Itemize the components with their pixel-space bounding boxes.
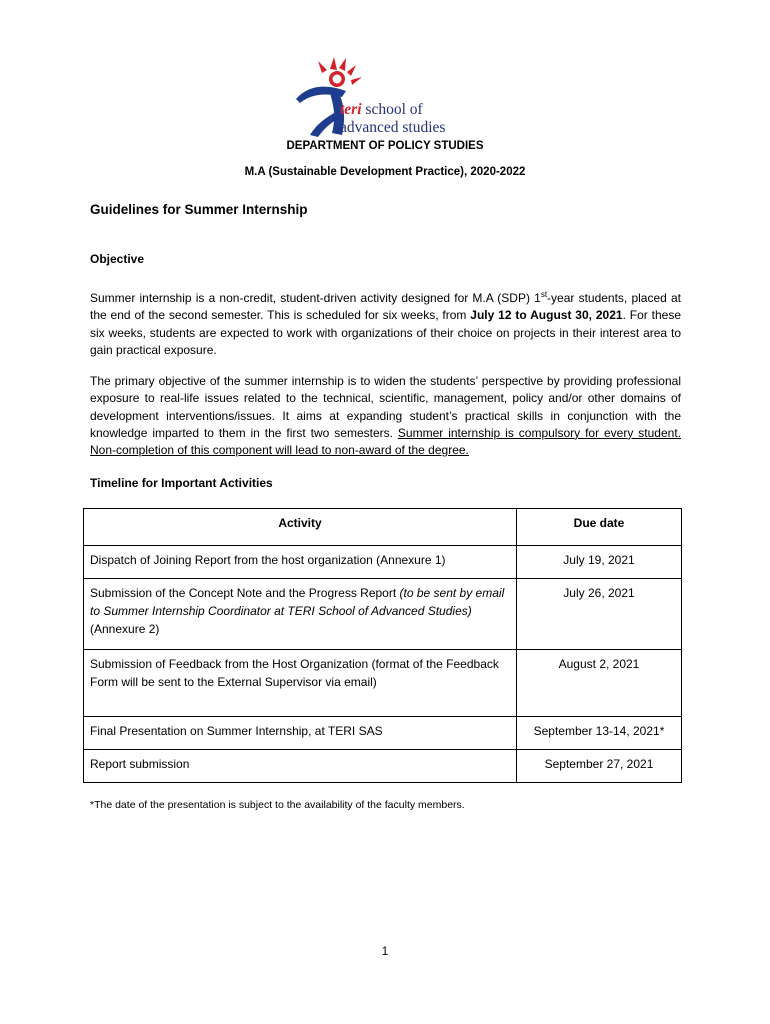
activity-cell: Submission of Feedback from the Host Organization (format of the Feedback Form will be sent to the External Supervisor via email) [84, 650, 517, 717]
timeline-table [83, 508, 682, 783]
due-date-column-header: Due date [517, 509, 682, 546]
activity-cell: Report submission [84, 750, 517, 783]
due-date-cell: July 26, 2021 [517, 579, 682, 650]
teri-sas-logo [290, 55, 470, 140]
table-row [84, 750, 682, 783]
activity-cell: Final Presentation on Summer Internship, at TERI SAS [84, 717, 517, 750]
table-header-row [84, 509, 682, 546]
table-row [84, 650, 682, 717]
objective-paragraph-2: The primary objective of the summer internship is to widen the students’ perspective by providing professional exposure to real-life issues related to the technical, scientific, management, policy and/or other domains of development interventions/issues. It aims at expanding student’s practical skills in conjunction with the knowledge imparted to them in the first two semesters. Summer internship is compulsory for every student. Non-completion of this component will lead to non-award of the degree. [90, 374, 681, 458]
table-row [84, 579, 682, 650]
table-row [84, 546, 682, 579]
logo-line2: advanced studies [340, 119, 446, 136]
due-date-cell: July 19, 2021 [517, 546, 682, 579]
department-heading: DEPARTMENT OF POLICY STUDIES [286, 140, 484, 152]
presentation-footnote: *The date of the presentation is subject to the availability of the faculty members. [90, 799, 465, 811]
activity-cell: Dispatch of Joining Report from the host organization (Annexure 1) [84, 546, 517, 579]
compulsory-notice: Summer internship is compulsory for every student. Non-completion of this component will lead to non-award of the degree. [90, 425, 681, 458]
activity-column-header: Activity [84, 509, 517, 546]
due-date-cell: September 13-14, 2021* [517, 717, 682, 750]
page-number: 1 [381, 944, 389, 958]
objective-paragraph-1: Summer internship is a non-credit, student-driven activity designed for M.A (SDP) 1st-year students, placed at the end of the second semester. This is scheduled for six weeks, from July 12 to August 30, 2021. For these six weeks, students are expected to work with organizations of their choice on projects in their interest area to gain practical exposure. [90, 290, 681, 357]
program-heading: M.A (Sustainable Development Practice), 2020-2022 [244, 166, 526, 178]
activity-cell: Submission of the Concept Note and the Progress Report (to be sent by email to Summer Internship Coordinator at TERI School of Advanced Studies) (Annexure 2) [84, 579, 517, 650]
logo-line1: school of [365, 101, 423, 118]
due-date-cell: August 2, 2021 [517, 650, 682, 717]
logo-brand: teri [340, 101, 362, 118]
due-date-cell: September 27, 2021 [517, 750, 682, 783]
page-title: Guidelines for Summer Internship [90, 202, 308, 217]
objective-heading: Objective [90, 252, 145, 266]
table-row [84, 717, 682, 750]
timeline-heading: Timeline for Important Activities [90, 476, 273, 490]
